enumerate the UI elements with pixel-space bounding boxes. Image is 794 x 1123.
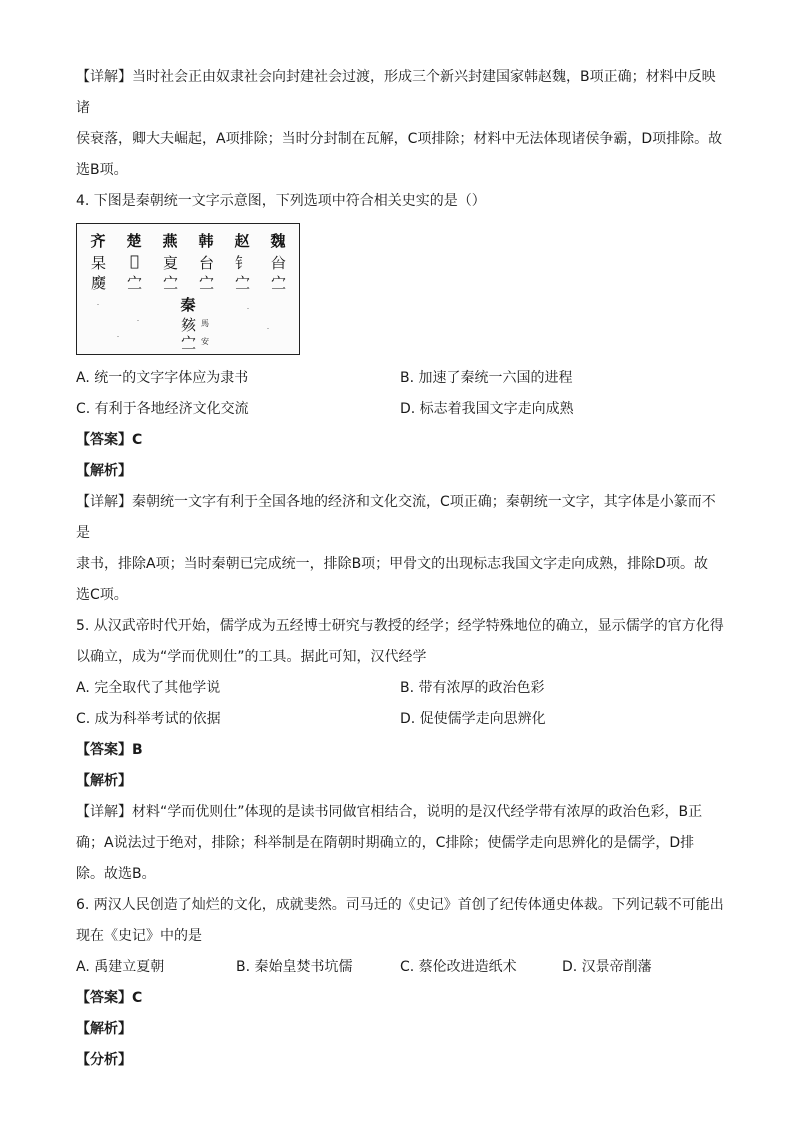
q5-option-c: C. 成为科举考试的依据 bbox=[76, 711, 221, 727]
q6-analysis-label: 【解析】 bbox=[76, 1021, 132, 1037]
q4-detail-line1: 【详解】秦朝统一文字有利于全国各地的经济和文化交流，C项正确；秦朝统一文字，其字体是小篆而不是 bbox=[76, 494, 716, 541]
q6-option-b: B. 秦始皇焚书坑儒 bbox=[236, 959, 353, 975]
q5-answer: 【答案】B bbox=[76, 742, 143, 758]
para-top-line2: 侯衰落，卿大夫崛起，A项排除；当时分封制在瓦解，C项排除；材料中无法体现诸侯争霸，D项排除。故 bbox=[76, 131, 723, 147]
q5-stem-line2: 以确立，成为“学而优则仕”的工具。据此可知，汉代经学 bbox=[76, 649, 427, 665]
q6-option-c: C. 蔡伦改进造纸术 bbox=[400, 959, 517, 975]
q5-detail-line3: 除。故选B。 bbox=[76, 866, 156, 882]
q5-options-row2 bbox=[76, 704, 724, 735]
figure-state-yan: 燕 bbox=[162, 232, 178, 250]
q5-detail-line1: 【详解】材料“学而优则仕”体现的是读书同做官相结合，说明的是汉代经学带有浓厚的政治色彩，B正 bbox=[76, 804, 703, 820]
figure-glyph-row2: 㝉 bbox=[126, 274, 141, 292]
q4-options-row2 bbox=[76, 394, 724, 425]
figure-glyph-row1: 台 bbox=[198, 254, 213, 272]
qin-script-figure bbox=[76, 223, 300, 355]
figure-state-qin: 秦 bbox=[180, 296, 196, 314]
page bbox=[76, 62, 724, 1076]
figure-glyph-row2: 㝉 bbox=[270, 274, 285, 292]
figure-glyph-row1: 𠂻 bbox=[129, 252, 138, 270]
q4-analysis-label: 【解析】 bbox=[76, 463, 132, 479]
q6-options-row bbox=[76, 952, 724, 983]
q4-options-row1 bbox=[76, 363, 724, 394]
figure-small-note2: 安 bbox=[201, 337, 209, 346]
para-top-line1: 【详解】当时社会正由奴隶社会向封建社会过渡，形成三个新兴封建国家韩赵魏，B项正确；材料中反映诸 bbox=[76, 69, 716, 116]
figure-state-qi: 齐 bbox=[90, 232, 106, 250]
q4-stem: 4. 下图是秦朝统一文字示意图，下列选项中符合相关史实的是（） bbox=[76, 193, 486, 209]
figure-state-zhao: 赵 bbox=[234, 232, 250, 250]
q4-option-a: A. 统一的文字字体应为隶书 bbox=[76, 370, 249, 386]
q6-stem-line2: 现在《史记》中的是 bbox=[76, 928, 202, 944]
figure-glyph-row2: 㝉 bbox=[234, 274, 249, 292]
q4-option-b: B. 加速了秦统一六国的进程 bbox=[400, 370, 573, 386]
q5-options-row1 bbox=[76, 673, 724, 704]
q5-detail-line2: 确；A说法过于绝对，排除；科举制是在隋朝时期确立的，C排除；使儒学走向思辨化的是儒学，D排 bbox=[76, 835, 695, 851]
q6-option-d: D. 汉景帝削藩 bbox=[562, 959, 652, 975]
q6-answer: 【答案】C bbox=[76, 990, 143, 1006]
para-top-line3: 选B项。 bbox=[76, 162, 128, 178]
figure-glyph-row2: 㝉 bbox=[198, 274, 213, 292]
q4-option-d: D. 标志着我国文字走向成熟 bbox=[400, 401, 574, 417]
q4-detail-line2: 隶书，排除A项；当时秦朝已完成统一，排除B项；甲骨文的出现标志我国文字走向成熟，排除D项。故 bbox=[76, 556, 708, 572]
figure-glyph-row1: 㒶 bbox=[270, 254, 285, 272]
q5-option-d: D. 促使儒学走向思辨化 bbox=[400, 711, 546, 727]
q6-option-a: A. 禹建立夏朝 bbox=[76, 959, 165, 975]
q4-answer: 【答案】C bbox=[76, 432, 143, 448]
figure-qin-glyph1: 㚊 bbox=[180, 316, 195, 334]
q5-option-a: A. 完全取代了其他学说 bbox=[76, 680, 221, 696]
q6-fenxi-label: 【分析】 bbox=[76, 1052, 132, 1068]
q4-detail-line3: 选C项。 bbox=[76, 587, 128, 603]
figure-glyph-row1: 杲 bbox=[90, 254, 105, 272]
q5-stem-line1: 5. 从汉武帝时代开始，儒学成为五经博士研究与教授的经学；经学特殊地位的确立，显示儒学的官方化得 bbox=[76, 618, 724, 634]
figure-glyph-row2: 㸏 bbox=[90, 274, 105, 292]
figure-state-chu: 楚 bbox=[126, 232, 142, 250]
figure-qin-glyph2: 㝉 bbox=[180, 334, 195, 352]
figure-state-han: 韩 bbox=[198, 232, 214, 250]
q4-option-c: C. 有利于各地经济文化交流 bbox=[76, 401, 249, 417]
q5-option-b: B. 带有浓厚的政治色彩 bbox=[400, 680, 545, 696]
figure-glyph-row1: 钅 bbox=[234, 254, 249, 272]
figure-glyph-row1: 㚆 bbox=[162, 254, 177, 272]
figure-glyph-row2: 㝉 bbox=[162, 274, 177, 292]
figure-small-note1: 馬 bbox=[201, 319, 209, 328]
q5-analysis-label: 【解析】 bbox=[76, 773, 132, 789]
q6-stem-line1: 6. 两汉人民创造了灿烂的文化，成就斐然。司马迁的《史记》首创了纪传体通史体裁。下列记载不可能出 bbox=[76, 897, 724, 913]
figure-state-wei: 魏 bbox=[270, 232, 286, 250]
